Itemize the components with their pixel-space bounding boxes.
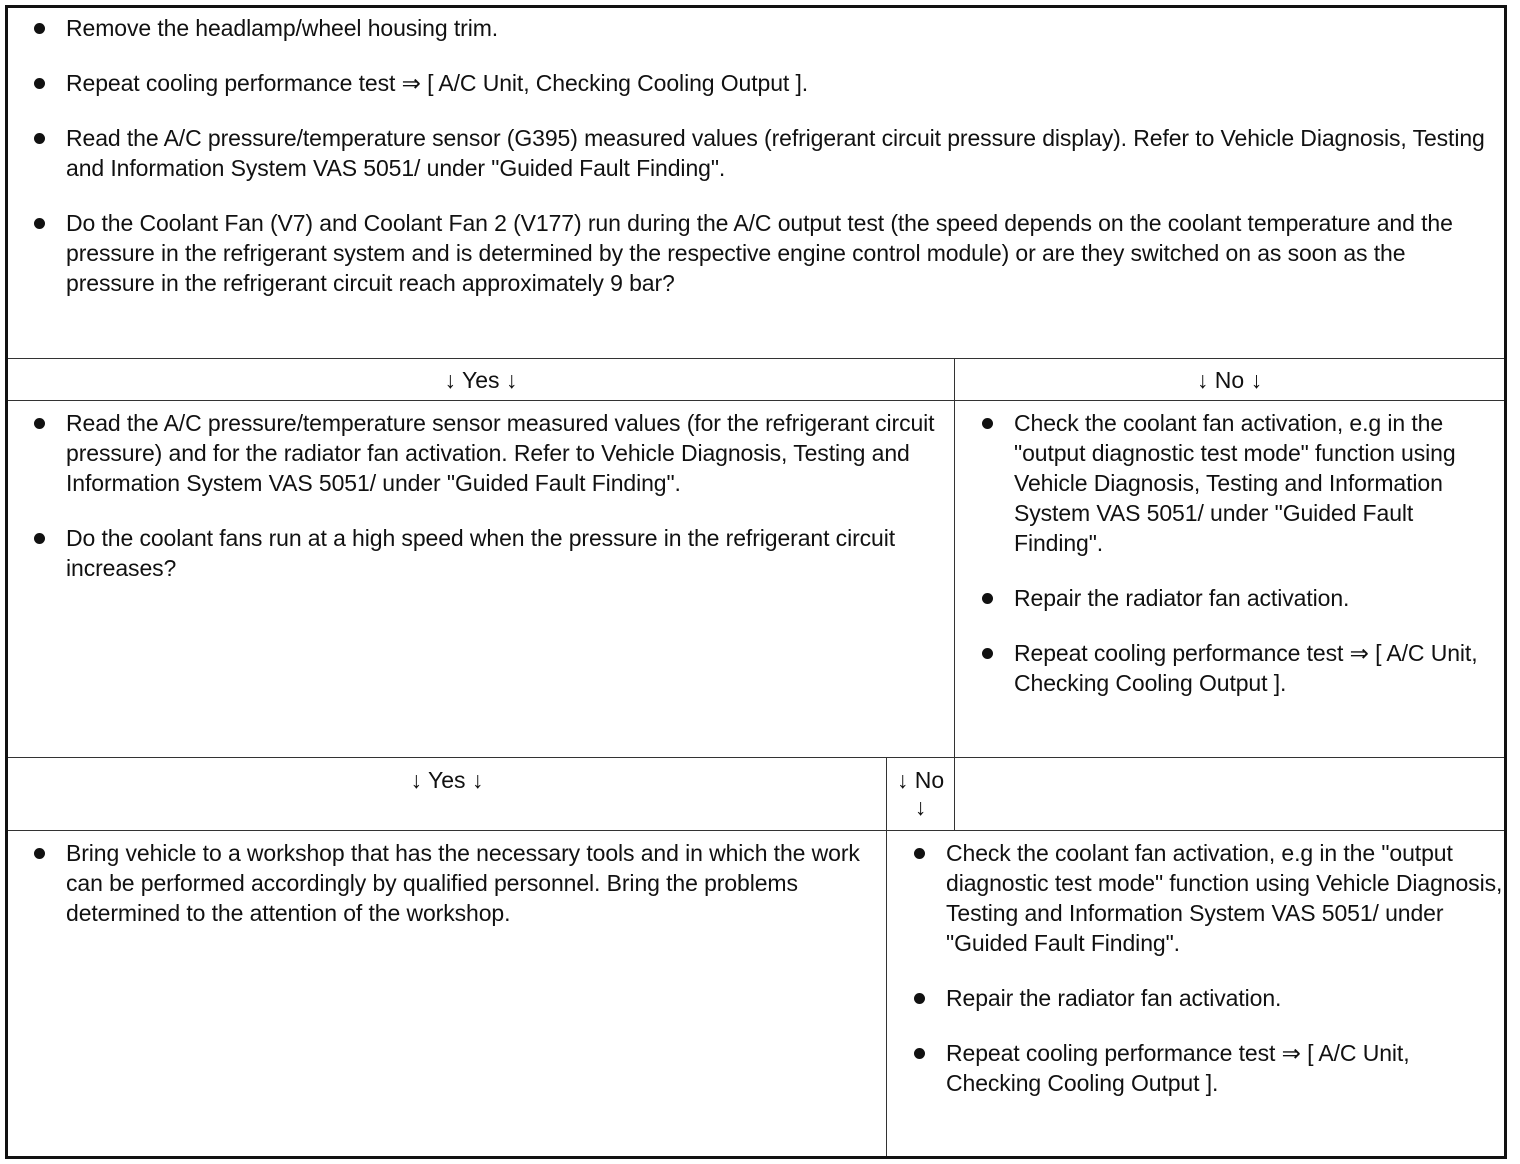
item-text: Repair the radiator fan activation. (1014, 585, 1350, 611)
item-text: Bring vehicle to a workshop that has the necessary tools and in which the work can be performed accordingly by qualified personnel. Bring the problems determined to the attention of the workshop. (66, 840, 860, 926)
item-text: Repeat cooling performance test ⇒ [ A/C Unit, Checking Cooling Output ]. (66, 70, 809, 96)
row-divider (8, 830, 1504, 831)
item-text: Remove the headlamp/wheel housing trim. (66, 15, 499, 41)
list-item (10, 208, 1500, 298)
list-item (958, 408, 1504, 558)
list-item (10, 838, 882, 928)
item-text: Check the coolant fan activation, e.g in the "output diagnostic test mode" function using Vehicle Diagnosis, Testing and Information System VAS 5051/ under "Guided Fault Finding". (1014, 410, 1456, 556)
item-text: Read the A/C pressure/temperature sensor measured values (for the refrigerant circuit pressure) and for the radiator fan activation. Refer to Vehicle Diagnosis, Testing and Information System VAS 5051/ under "Guided Fault Finding". (66, 410, 935, 496)
list-item (10, 13, 1500, 43)
item-text: Repeat cooling performance test ⇒ [ A/C Unit, Checking Cooling Output ]. (1014, 640, 1478, 696)
item-text: Read the A/C pressure/temperature sensor (G395) measured values (refrigerant circuit pressure display). Refer to Vehicle Diagnosis, Testing and Information System VAS 5051/ under "Guided Fault Finding". (66, 125, 1485, 181)
no-branch-content (890, 838, 1504, 1123)
bullet-icon (34, 848, 45, 859)
yes-branch-label: ↓ Yes ↓ (410, 767, 484, 793)
bullet-icon (34, 418, 45, 429)
row-divider (8, 757, 1504, 758)
row-divider (8, 358, 1504, 359)
bullet-icon (982, 418, 993, 429)
no-branch-content (958, 408, 1504, 723)
item-text: Repeat cooling performance test ⇒ [ A/C Unit, Checking Cooling Output ]. (946, 1040, 1410, 1096)
bullet-icon (34, 133, 45, 144)
yes-branch-content (10, 408, 950, 608)
top-section (10, 13, 1500, 323)
item-text: Check the coolant fan activation, e.g in the "output diagnostic test mode" function using Vehicle Diagnosis, Testing and Information System VAS 5051/ under "Guided Fault Finding". (946, 840, 1503, 956)
item-text: Do the Coolant Fan (V7) and Coolant Fan 2 (V177) run during the A/C output test (the speed depends on the coolant temperature and the pressure in the refrigerant system and is determined by the respective engine control module) or are they switched on as soon as the pressure in the refrigerant circuit reach approximately 9 bar? (66, 210, 1453, 296)
bullet-icon (914, 848, 925, 859)
bullet-icon (34, 23, 45, 34)
list-item (958, 638, 1504, 698)
list-item (10, 68, 1500, 98)
no-branch-label (887, 765, 954, 822)
bullet-icon (914, 1048, 925, 1059)
list-item (890, 838, 1504, 958)
list-item (890, 983, 1504, 1013)
list-item (10, 408, 950, 498)
row-divider (8, 400, 1504, 401)
list-item (10, 123, 1500, 183)
no-label-top: ↓ No (896, 767, 945, 793)
no-label-arrow: ↓ (914, 794, 927, 820)
list-item (10, 523, 950, 583)
list-item (890, 1038, 1504, 1098)
bullet-icon (982, 593, 993, 604)
item-text: Do the coolant fans run at a high speed when the pressure in the refrigerant circuit increases? (66, 525, 896, 581)
yes-branch-content (10, 838, 882, 953)
list-item (958, 583, 1504, 613)
no-branch-label: ↓ No ↓ (1196, 367, 1263, 393)
bullet-icon (34, 218, 45, 229)
bullet-icon (34, 533, 45, 544)
yes-branch-label: ↓ Yes ↓ (444, 367, 518, 393)
bullet-icon (34, 78, 45, 89)
bullet-icon (982, 648, 993, 659)
item-text: Repair the radiator fan activation. (946, 985, 1282, 1011)
column-divider (954, 358, 955, 830)
bullet-icon (914, 993, 925, 1004)
